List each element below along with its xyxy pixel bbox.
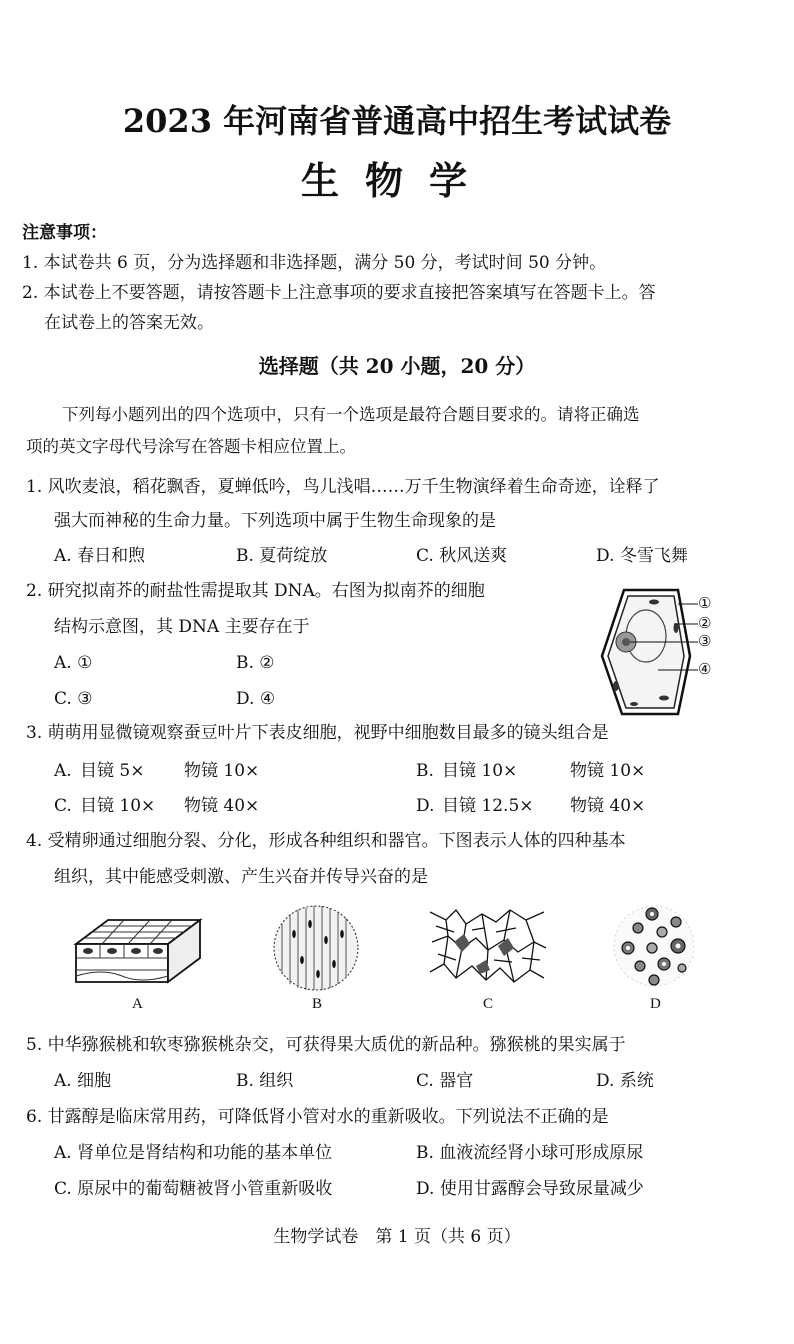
tissue-c-label: C (483, 996, 494, 1012)
cell-label-3: ③ (698, 634, 712, 650)
q1-option-b: B. 夏荷绽放 (236, 546, 328, 566)
tissue-b-muscle-figure (272, 904, 360, 992)
q3-option-c-eyepiece: 目镜 10× (80, 796, 156, 816)
tissue-d-connective-figure (612, 904, 696, 988)
q1-stem-line1: 1. 风吹麦浪，稻花飘香，夏蝉低吟，鸟儿浅唱……万千生物演绎着生命奇迹，诠释了 (26, 477, 660, 497)
q2-option-a: A. ① (54, 653, 93, 673)
tissue-a-label: A (132, 996, 143, 1012)
q1-option-c: C. 秋风送爽 (416, 546, 508, 566)
tissue-b-label: B (312, 996, 323, 1012)
subject-title: 生物学 (300, 158, 493, 203)
q6-option-b: B. 血液流经肾小球可形成原尿 (416, 1143, 644, 1163)
tissue-d-label: D (650, 996, 661, 1012)
q1-option-d: D. 冬雪飞舞 (596, 546, 688, 566)
cell-label-1: ① (698, 596, 712, 612)
section-instruction-1: 下列每小题列出的四个选项中，只有一个选项是最符合题目要求的。请将正确选 (62, 405, 640, 424)
q6-option-a: A. 肾单位是肾结构和功能的基本单位 (54, 1143, 333, 1163)
q5-option-a: A. 细胞 (54, 1071, 112, 1091)
q2-stem-line1: 2. 研究拟南芥的耐盐性需提取其 DNA。右图为拟南芥的细胞 (26, 581, 485, 601)
q5-option-c: C. 器官 (416, 1071, 474, 1091)
q2-option-d: D. ④ (236, 689, 276, 709)
q2-option-c: C. ③ (54, 689, 93, 709)
q3-option-b-objective: 物镜 10× (570, 761, 646, 781)
q3-stem: 3. 萌萌用显微镜观察蚕豆叶片下表皮细胞，视野中细胞数目最多的镜头组合是 (26, 723, 609, 743)
q3-option-d-objective: 物镜 40× (570, 796, 646, 816)
q2-option-b: B. ② (236, 653, 275, 673)
note-item-2: 2. 本试卷上不要答题，请按答题卡上注意事项的要求直接把答案填写在答题卡上。答 (22, 283, 656, 303)
q3-option-d-letter: D. (416, 796, 435, 816)
q3-option-c-objective: 物镜 40× (184, 796, 260, 816)
q1-option-a: A. 春日和煦 (54, 546, 146, 566)
q5-stem: 5. 中华猕猴桃和软枣猕猴桃杂交，可获得果大质优的新品种。猕猴桃的果实属于 (26, 1035, 626, 1055)
q5-option-d: D. 系统 (596, 1071, 654, 1091)
q6-stem: 6. 甘露醇是临床常用药，可降低肾小管对水的重新吸收。下列说法不正确的是 (26, 1107, 609, 1127)
q4-stem-line2: 组织，其中能感受刺激、产生兴奋并传导兴奋的是 (54, 867, 428, 887)
page-footer: 生物学试卷 第 1 页（共 6 页） (273, 1227, 521, 1247)
q4-stem-line1: 4. 受精卵通过细胞分裂、分化，形成各种组织和器官。下图表示人体的四种基本 (26, 831, 626, 851)
section-title: 选择题（共 20 小题，20 分） (258, 354, 536, 378)
q3-option-a-eyepiece: 目镜 5× (80, 761, 145, 781)
q3-option-b-letter: B. (416, 761, 434, 781)
exam-title: 2023 年河南省普通高中招生考试试卷 (122, 102, 672, 140)
q2-stem-line2: 结构示意图，其 DNA 主要存在于 (54, 617, 310, 637)
note-item-1: 1. 本试卷共 6 页，分为选择题和非选择题，满分 50 分，考试时间 50 分钟。 (22, 253, 607, 273)
note-item-2-cont: 在试卷上的答案无效。 (44, 313, 214, 333)
cell-label-4: ④ (698, 662, 712, 678)
tissue-a-epithelial-figure (72, 904, 204, 994)
tissue-c-nervous-figure (426, 902, 548, 994)
q3-option-a-letter: A. (54, 761, 72, 781)
section-instruction-2: 项的英文字母代号涂写在答题卡相应位置上。 (26, 437, 356, 456)
q5-option-b: B. 组织 (236, 1071, 294, 1091)
cell-label-2: ② (698, 616, 712, 632)
q3-option-c-letter: C. (54, 796, 72, 816)
q6-option-d: D. 使用甘露醇会导致尿量减少 (416, 1179, 644, 1199)
q1-stem-line2: 强大而神秘的生命力量。下列选项中属于生物生命现象的是 (54, 511, 496, 531)
q3-option-a-objective: 物镜 10× (184, 761, 260, 781)
q6-option-c: C. 原尿中的葡萄糖被肾小管重新吸收 (54, 1179, 333, 1199)
q3-option-b-eyepiece: 目镜 10× (442, 761, 518, 781)
notes-heading: 注意事项： (22, 223, 107, 243)
q3-option-d-eyepiece: 目镜 12.5× (442, 796, 534, 816)
